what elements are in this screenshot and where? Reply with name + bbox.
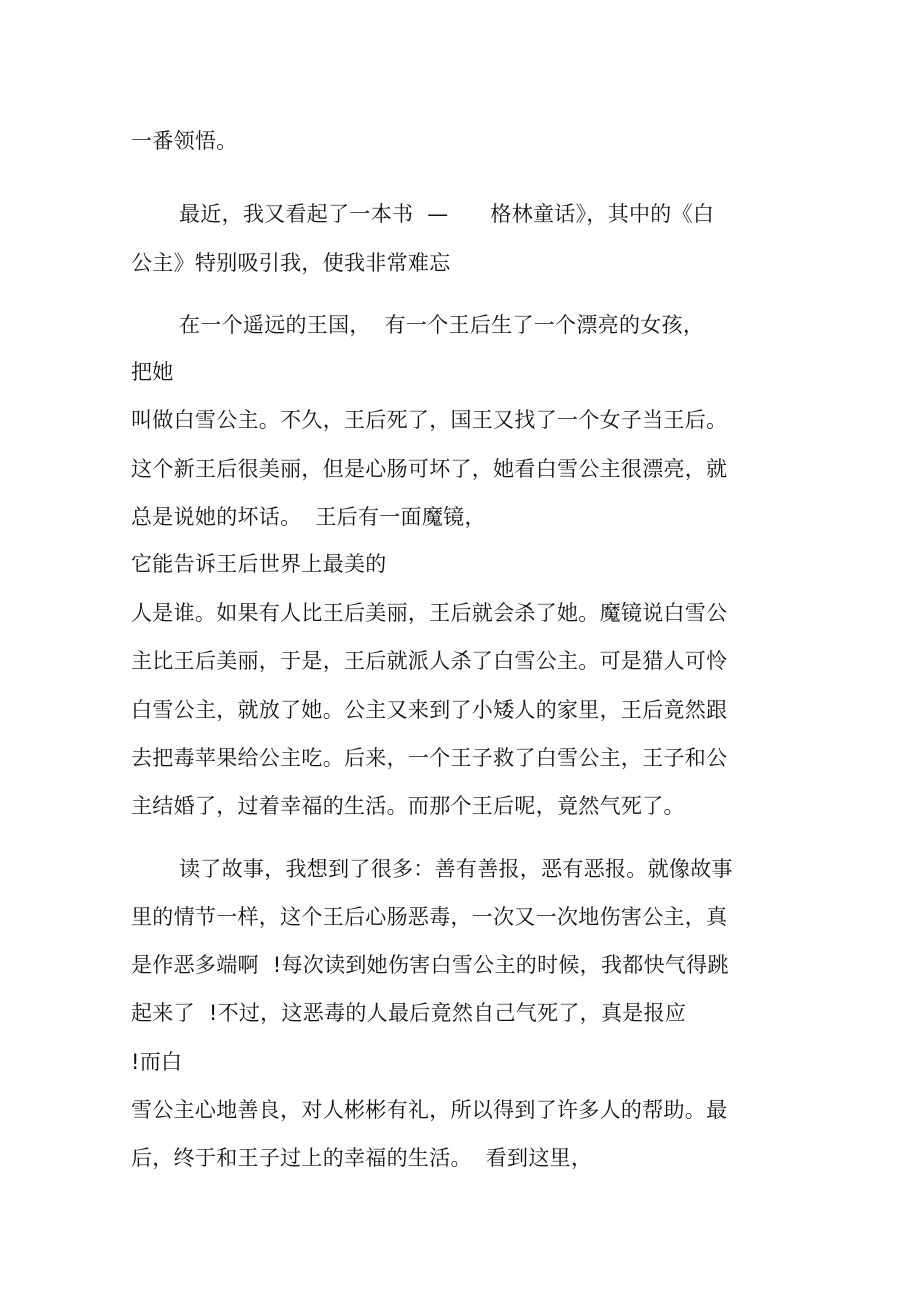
text-line: 白雪公主，就放了她。公主又来到了小矮人的家里，王后竟然跟 (131, 698, 728, 722)
text-line: 在一个遥远的王国， 有一个王后生了一个漂亮的女孩， (179, 313, 705, 337)
text-line: 主比王后美丽，于是，王后就派人杀了白雪公主。可是猎人可怜 (131, 649, 728, 673)
text-line: 它能告诉王后世界上最美的 (131, 552, 387, 576)
text-line: 起来了 !不过，这恶毒的人最后竟然自己气死了，真是报应 (131, 1001, 687, 1025)
text-line: 这个新王后很美丽，但是心肠可坏了，她看白雪公主很漂亮，就 (131, 457, 728, 481)
text-line: 雪公主心地善良，对人彬彬有礼，所以得到了许多人的帮助。最 (131, 1098, 728, 1122)
text-line: 把她 (131, 360, 174, 384)
text-line: 人是谁。如果有人比王后美丽，王后就会杀了她。魔镜说白雪公 (131, 601, 728, 625)
text-line: 后，终于和王子过上的幸福的生活。 看到这里， (131, 1146, 593, 1170)
text-line: 最近，我又看起了一本书 — 格林童话》，其中的《白 (179, 202, 715, 226)
text-line: 一番领悟。 (131, 129, 238, 153)
text-line: 主结婚了，过着幸福的生活。而那个王后呢，竟然气死了。 (131, 794, 685, 818)
text-line: 读了故事，我想到了很多：善有善报，恶有恶报。就像故事 (179, 857, 733, 881)
text-line: !而白 (131, 1050, 183, 1074)
text-line: 公主》特别吸引我，使我非常难忘 (131, 251, 451, 275)
text-line: 去把毒苹果给公主吃。后来，一个王子救了白雪公主，王子和公 (131, 746, 728, 770)
text-line: 总是说她的坏话。 王后有一面魔镜， (131, 505, 486, 529)
text-line: 叫做白雪公主。不久，王后死了，国王又找了一个女子当王后。 (131, 408, 728, 432)
text-line: 是作恶多端啊 !每次读到她伤害白雪公主的时候，我都快气得跳 (131, 953, 729, 977)
text-line: 里的情节一样，这个王后心肠恶毒，一次又一次地伤害公主，真 (131, 905, 728, 929)
